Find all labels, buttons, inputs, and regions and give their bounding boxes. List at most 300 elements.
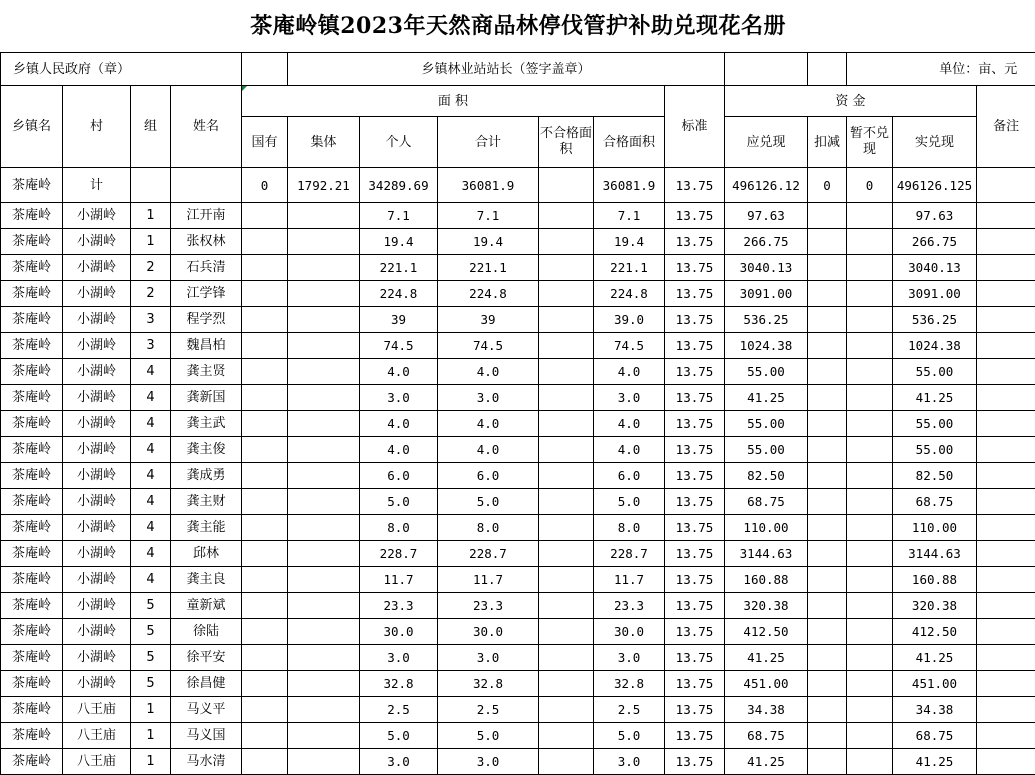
cell-due[interactable]: 55.00 [725,411,808,437]
cell-village[interactable]: 小湖岭 [63,359,131,385]
cell-name[interactable]: 魏昌柏 [171,333,242,359]
cell-qualified[interactable]: 8.0 [594,515,665,541]
cell-name[interactable]: 龚主贤 [171,359,242,385]
cell-remark[interactable] [977,437,1035,463]
totals-personal[interactable]: 34289.69 [360,168,438,203]
cell-remark[interactable] [977,567,1035,593]
totals-collective[interactable]: 1792.21 [288,168,360,203]
cell-name[interactable]: 张权林 [171,229,242,255]
cell-group[interactable]: 1 [131,749,171,775]
cell-total[interactable]: 228.7 [438,541,539,567]
cell-qualified[interactable]: 2.5 [594,697,665,723]
cell-remark[interactable] [977,671,1035,697]
cell-name[interactable]: 马义国 [171,723,242,749]
cell-pending[interactable] [847,489,893,515]
cell-collective[interactable] [288,437,360,463]
cell-remark[interactable] [977,359,1035,385]
cell-unqualified[interactable] [539,463,594,489]
cell-town[interactable]: 茶庵岭 [1,463,63,489]
cell-collective[interactable] [288,489,360,515]
cell-standard[interactable]: 13.75 [665,567,725,593]
cell-unqualified[interactable] [539,385,594,411]
cell-total[interactable]: 11.7 [438,567,539,593]
cell-qualified[interactable]: 32.8 [594,671,665,697]
cell-pending[interactable] [847,307,893,333]
cell-group[interactable]: 4 [131,411,171,437]
cell-deduct[interactable] [808,541,847,567]
cell-unqualified[interactable] [539,567,594,593]
cell-town[interactable]: 茶庵岭 [1,489,63,515]
cell-standard[interactable]: 13.75 [665,385,725,411]
cell-unqualified[interactable] [539,541,594,567]
cell-pending[interactable] [847,359,893,385]
cell-actual[interactable]: 55.00 [893,411,977,437]
cell-group[interactable]: 4 [131,359,171,385]
cell-pending[interactable] [847,203,893,229]
totals-actual[interactable]: 496126.125 [893,168,977,203]
cell-total[interactable]: 5.0 [438,723,539,749]
cell-qualified[interactable]: 6.0 [594,463,665,489]
cell-state[interactable] [242,541,288,567]
cell-standard[interactable]: 13.75 [665,411,725,437]
cell-unqualified[interactable] [539,593,594,619]
cell-pending[interactable] [847,697,893,723]
cell-total[interactable]: 23.3 [438,593,539,619]
cell-qualified[interactable]: 3.0 [594,645,665,671]
cell-collective[interactable] [288,255,360,281]
cell-town[interactable]: 茶庵岭 [1,437,63,463]
cell-standard[interactable]: 13.75 [665,645,725,671]
cell-collective[interactable] [288,723,360,749]
cell-name[interactable]: 程学烈 [171,307,242,333]
cell-village[interactable]: 小湖岭 [63,281,131,307]
cell-pending[interactable] [847,281,893,307]
cell-pending[interactable] [847,437,893,463]
totals-qualified[interactable]: 36081.9 [594,168,665,203]
cell-qualified[interactable]: 11.7 [594,567,665,593]
cell-village[interactable]: 小湖岭 [63,255,131,281]
cell-standard[interactable]: 13.75 [665,359,725,385]
cell-actual[interactable]: 97.63 [893,203,977,229]
cell-town[interactable]: 茶庵岭 [1,671,63,697]
cell-town[interactable]: 茶庵岭 [1,385,63,411]
cell-state[interactable] [242,333,288,359]
cell-actual[interactable]: 451.00 [893,671,977,697]
cell-group[interactable]: 4 [131,489,171,515]
cell-unqualified[interactable] [539,359,594,385]
cell-village[interactable]: 小湖岭 [63,203,131,229]
cell-total[interactable]: 2.5 [438,697,539,723]
cell-unqualified[interactable] [539,671,594,697]
cell-personal[interactable]: 224.8 [360,281,438,307]
cell-unqualified[interactable] [539,411,594,437]
cell-unqualified[interactable] [539,307,594,333]
cell-town[interactable]: 茶庵岭 [1,515,63,541]
cell-state[interactable] [242,567,288,593]
cell-name[interactable]: 徐陆 [171,619,242,645]
cell-qualified[interactable]: 228.7 [594,541,665,567]
cell-actual[interactable]: 3144.63 [893,541,977,567]
cell-name[interactable]: 龚新国 [171,385,242,411]
cell-personal[interactable]: 3.0 [360,385,438,411]
totals-total[interactable]: 36081.9 [438,168,539,203]
cell-collective[interactable] [288,541,360,567]
cell-town[interactable]: 茶庵岭 [1,333,63,359]
cell-collective[interactable] [288,645,360,671]
cell-remark[interactable] [977,515,1035,541]
cell-group[interactable]: 3 [131,333,171,359]
cell-town[interactable]: 茶庵岭 [1,567,63,593]
cell-town[interactable]: 茶庵岭 [1,723,63,749]
cell-total[interactable]: 7.1 [438,203,539,229]
cell-actual[interactable]: 34.38 [893,697,977,723]
cell-due[interactable]: 451.00 [725,671,808,697]
cell-deduct[interactable] [808,307,847,333]
cell-deduct[interactable] [808,723,847,749]
cell-qualified[interactable]: 4.0 [594,437,665,463]
cell-state[interactable] [242,229,288,255]
cell-due[interactable]: 320.38 [725,593,808,619]
cell-qualified[interactable]: 5.0 [594,489,665,515]
cell-personal[interactable]: 5.0 [360,489,438,515]
cell-pending[interactable] [847,593,893,619]
cell-state[interactable] [242,489,288,515]
cell-standard[interactable]: 13.75 [665,203,725,229]
cell-village[interactable]: 小湖岭 [63,489,131,515]
cell-personal[interactable]: 3.0 [360,749,438,775]
cell-personal[interactable]: 39 [360,307,438,333]
cell-name[interactable]: 江开南 [171,203,242,229]
cell-town[interactable]: 茶庵岭 [1,593,63,619]
cell-state[interactable] [242,203,288,229]
cell-due[interactable]: 34.38 [725,697,808,723]
cell-unqualified[interactable] [539,437,594,463]
cell-total[interactable]: 3.0 [438,749,539,775]
cell-actual[interactable]: 3040.13 [893,255,977,281]
totals-unqualified[interactable] [539,168,594,203]
cell-pending[interactable] [847,567,893,593]
cell-total[interactable]: 221.1 [438,255,539,281]
header-area[interactable] [242,86,665,117]
cell-personal[interactable]: 74.5 [360,333,438,359]
cell-town[interactable]: 茶庵岭 [1,307,63,333]
cell-qualified[interactable]: 39.0 [594,307,665,333]
cell-personal[interactable]: 2.5 [360,697,438,723]
cell-qualified[interactable]: 3.0 [594,749,665,775]
cell-state[interactable] [242,671,288,697]
info-blank-cell[interactable] [725,53,808,86]
cell-collective[interactable] [288,463,360,489]
cell-actual[interactable]: 41.25 [893,645,977,671]
cell-remark[interactable] [977,723,1035,749]
cell-deduct[interactable] [808,333,847,359]
cell-personal[interactable]: 4.0 [360,359,438,385]
totals-pending[interactable]: 0 [847,168,893,203]
cell-remark[interactable] [977,385,1035,411]
totals-name[interactable] [171,168,242,203]
cell-group[interactable]: 4 [131,437,171,463]
cell-standard[interactable]: 13.75 [665,307,725,333]
cell-village[interactable]: 小湖岭 [63,541,131,567]
cell-deduct[interactable] [808,749,847,775]
cell-deduct[interactable] [808,515,847,541]
cell-due[interactable]: 536.25 [725,307,808,333]
cell-remark[interactable] [977,229,1035,255]
cell-collective[interactable] [288,515,360,541]
cell-qualified[interactable]: 221.1 [594,255,665,281]
cell-standard[interactable]: 13.75 [665,697,725,723]
cell-due[interactable]: 412.50 [725,619,808,645]
cell-town[interactable]: 茶庵岭 [1,749,63,775]
cell-name[interactable]: 龚主能 [171,515,242,541]
cell-pending[interactable] [847,515,893,541]
cell-state[interactable] [242,515,288,541]
cell-collective[interactable] [288,229,360,255]
cell-unqualified[interactable] [539,203,594,229]
cell-standard[interactable]: 13.75 [665,333,725,359]
cell-deduct[interactable] [808,359,847,385]
cell-town[interactable]: 茶庵岭 [1,619,63,645]
cell-state[interactable] [242,697,288,723]
cell-state[interactable] [242,385,288,411]
cell-total[interactable]: 224.8 [438,281,539,307]
cell-due[interactable]: 3144.63 [725,541,808,567]
cell-state[interactable] [242,619,288,645]
totals-due[interactable]: 496126.12 [725,168,808,203]
cell-qualified[interactable]: 30.0 [594,619,665,645]
info-blank-cell[interactable] [808,53,847,86]
cell-collective[interactable] [288,203,360,229]
cell-village[interactable]: 小湖岭 [63,463,131,489]
cell-total[interactable]: 4.0 [438,411,539,437]
cell-village[interactable]: 小湖岭 [63,567,131,593]
cell-due[interactable]: 41.25 [725,385,808,411]
cell-group[interactable]: 4 [131,463,171,489]
cell-name[interactable]: 龚主武 [171,411,242,437]
cell-unqualified[interactable] [539,281,594,307]
cell-group[interactable]: 4 [131,541,171,567]
cell-due[interactable]: 1024.38 [725,333,808,359]
cell-group[interactable]: 4 [131,515,171,541]
cell-deduct[interactable] [808,489,847,515]
cell-village[interactable]: 小湖岭 [63,671,131,697]
cell-town[interactable]: 茶庵岭 [1,359,63,385]
cell-collective[interactable] [288,593,360,619]
cell-state[interactable] [242,593,288,619]
cell-collective[interactable] [288,281,360,307]
cell-actual[interactable]: 536.25 [893,307,977,333]
cell-village[interactable]: 小湖岭 [63,437,131,463]
cell-actual[interactable]: 55.00 [893,437,977,463]
cell-name[interactable]: 邱林 [171,541,242,567]
totals-standard[interactable]: 13.75 [665,168,725,203]
cell-total[interactable]: 6.0 [438,463,539,489]
cell-due[interactable]: 82.50 [725,463,808,489]
cell-deduct[interactable] [808,567,847,593]
cell-pending[interactable] [847,749,893,775]
cell-remark[interactable] [977,541,1035,567]
cell-collective[interactable] [288,385,360,411]
cell-collective[interactable] [288,411,360,437]
cell-standard[interactable]: 13.75 [665,463,725,489]
cell-unqualified[interactable] [539,619,594,645]
cell-deduct[interactable] [808,645,847,671]
cell-deduct[interactable] [808,463,847,489]
cell-state[interactable] [242,463,288,489]
cell-town[interactable]: 茶庵岭 [1,281,63,307]
cell-standard[interactable]: 13.75 [665,541,725,567]
cell-actual[interactable]: 41.25 [893,385,977,411]
cell-name[interactable]: 马水清 [171,749,242,775]
cell-group[interactable]: 1 [131,203,171,229]
totals-label[interactable]: 计 [63,168,131,203]
cell-group[interactable]: 2 [131,281,171,307]
cell-pending[interactable] [847,645,893,671]
cell-remark[interactable] [977,307,1035,333]
cell-name[interactable]: 龚主俊 [171,437,242,463]
cell-actual[interactable]: 68.75 [893,489,977,515]
cell-standard[interactable]: 13.75 [665,723,725,749]
cell-remark[interactable] [977,463,1035,489]
cell-deduct[interactable] [808,671,847,697]
cell-personal[interactable]: 228.7 [360,541,438,567]
cell-personal[interactable]: 23.3 [360,593,438,619]
cell-due[interactable]: 68.75 [725,489,808,515]
cell-personal[interactable]: 30.0 [360,619,438,645]
cell-collective[interactable] [288,749,360,775]
cell-total[interactable]: 39 [438,307,539,333]
cell-remark[interactable] [977,333,1035,359]
totals-deduct[interactable]: 0 [808,168,847,203]
cell-actual[interactable]: 266.75 [893,229,977,255]
cell-name[interactable]: 石兵清 [171,255,242,281]
cell-actual[interactable]: 3091.00 [893,281,977,307]
cell-actual[interactable]: 82.50 [893,463,977,489]
cell-total[interactable]: 8.0 [438,515,539,541]
cell-unqualified[interactable] [539,515,594,541]
cell-qualified[interactable]: 7.1 [594,203,665,229]
cell-personal[interactable]: 7.1 [360,203,438,229]
cell-unqualified[interactable] [539,749,594,775]
cell-group[interactable]: 3 [131,307,171,333]
cell-name[interactable]: 龚成勇 [171,463,242,489]
cell-personal[interactable]: 19.4 [360,229,438,255]
cell-unqualified[interactable] [539,697,594,723]
cell-pending[interactable] [847,255,893,281]
cell-actual[interactable]: 55.00 [893,359,977,385]
cell-group[interactable]: 5 [131,645,171,671]
cell-deduct[interactable] [808,593,847,619]
cell-deduct[interactable] [808,255,847,281]
cell-state[interactable] [242,645,288,671]
cell-qualified[interactable]: 4.0 [594,411,665,437]
cell-personal[interactable]: 4.0 [360,411,438,437]
cell-name[interactable]: 童新斌 [171,593,242,619]
cell-name[interactable]: 龚主财 [171,489,242,515]
cell-remark[interactable] [977,203,1035,229]
cell-remark[interactable] [977,255,1035,281]
cell-group[interactable]: 1 [131,723,171,749]
cell-pending[interactable] [847,463,893,489]
cell-qualified[interactable]: 224.8 [594,281,665,307]
cell-state[interactable] [242,359,288,385]
cell-remark[interactable] [977,645,1035,671]
cell-standard[interactable]: 13.75 [665,255,725,281]
cell-remark[interactable] [977,593,1035,619]
cell-remark[interactable] [977,411,1035,437]
cell-village[interactable]: 小湖岭 [63,385,131,411]
cell-town[interactable]: 茶庵岭 [1,645,63,671]
cell-village[interactable]: 小湖岭 [63,515,131,541]
cell-unqualified[interactable] [539,489,594,515]
cell-village[interactable]: 八王庙 [63,697,131,723]
cell-personal[interactable]: 11.7 [360,567,438,593]
cell-group[interactable]: 2 [131,255,171,281]
cell-personal[interactable]: 6.0 [360,463,438,489]
cell-personal[interactable]: 5.0 [360,723,438,749]
cell-remark[interactable] [977,749,1035,775]
cell-due[interactable]: 110.00 [725,515,808,541]
cell-total[interactable]: 3.0 [438,385,539,411]
cell-total[interactable]: 5.0 [438,489,539,515]
cell-qualified[interactable]: 5.0 [594,723,665,749]
cell-village[interactable]: 八王庙 [63,723,131,749]
cell-qualified[interactable]: 23.3 [594,593,665,619]
cell-state[interactable] [242,281,288,307]
cell-standard[interactable]: 13.75 [665,437,725,463]
cell-actual[interactable]: 68.75 [893,723,977,749]
cell-deduct[interactable] [808,281,847,307]
cell-group[interactable]: 1 [131,697,171,723]
cell-total[interactable]: 4.0 [438,437,539,463]
cell-village[interactable]: 小湖岭 [63,333,131,359]
cell-collective[interactable] [288,307,360,333]
cell-collective[interactable] [288,333,360,359]
cell-unqualified[interactable] [539,229,594,255]
cell-remark[interactable] [977,281,1035,307]
cell-state[interactable] [242,411,288,437]
cell-deduct[interactable] [808,697,847,723]
cell-remark[interactable] [977,619,1035,645]
cell-due[interactable]: 68.75 [725,723,808,749]
cell-total[interactable]: 3.0 [438,645,539,671]
cell-actual[interactable]: 160.88 [893,567,977,593]
cell-village[interactable]: 小湖岭 [63,619,131,645]
cell-actual[interactable]: 412.50 [893,619,977,645]
cell-due[interactable]: 160.88 [725,567,808,593]
cell-pending[interactable] [847,671,893,697]
cell-group[interactable]: 4 [131,567,171,593]
cell-standard[interactable]: 13.75 [665,671,725,697]
cell-qualified[interactable]: 4.0 [594,359,665,385]
cell-village[interactable]: 小湖岭 [63,411,131,437]
cell-state[interactable] [242,723,288,749]
cell-deduct[interactable] [808,619,847,645]
cell-group[interactable]: 1 [131,229,171,255]
cell-actual[interactable]: 1024.38 [893,333,977,359]
cell-town[interactable]: 茶庵岭 [1,255,63,281]
cell-pending[interactable] [847,619,893,645]
totals-group[interactable] [131,168,171,203]
cell-village[interactable]: 八王庙 [63,749,131,775]
cell-due[interactable]: 3091.00 [725,281,808,307]
cell-village[interactable]: 小湖岭 [63,645,131,671]
cell-due[interactable]: 55.00 [725,359,808,385]
cell-total[interactable]: 19.4 [438,229,539,255]
cell-unqualified[interactable] [539,645,594,671]
cell-collective[interactable] [288,697,360,723]
totals-remark[interactable] [977,168,1035,203]
